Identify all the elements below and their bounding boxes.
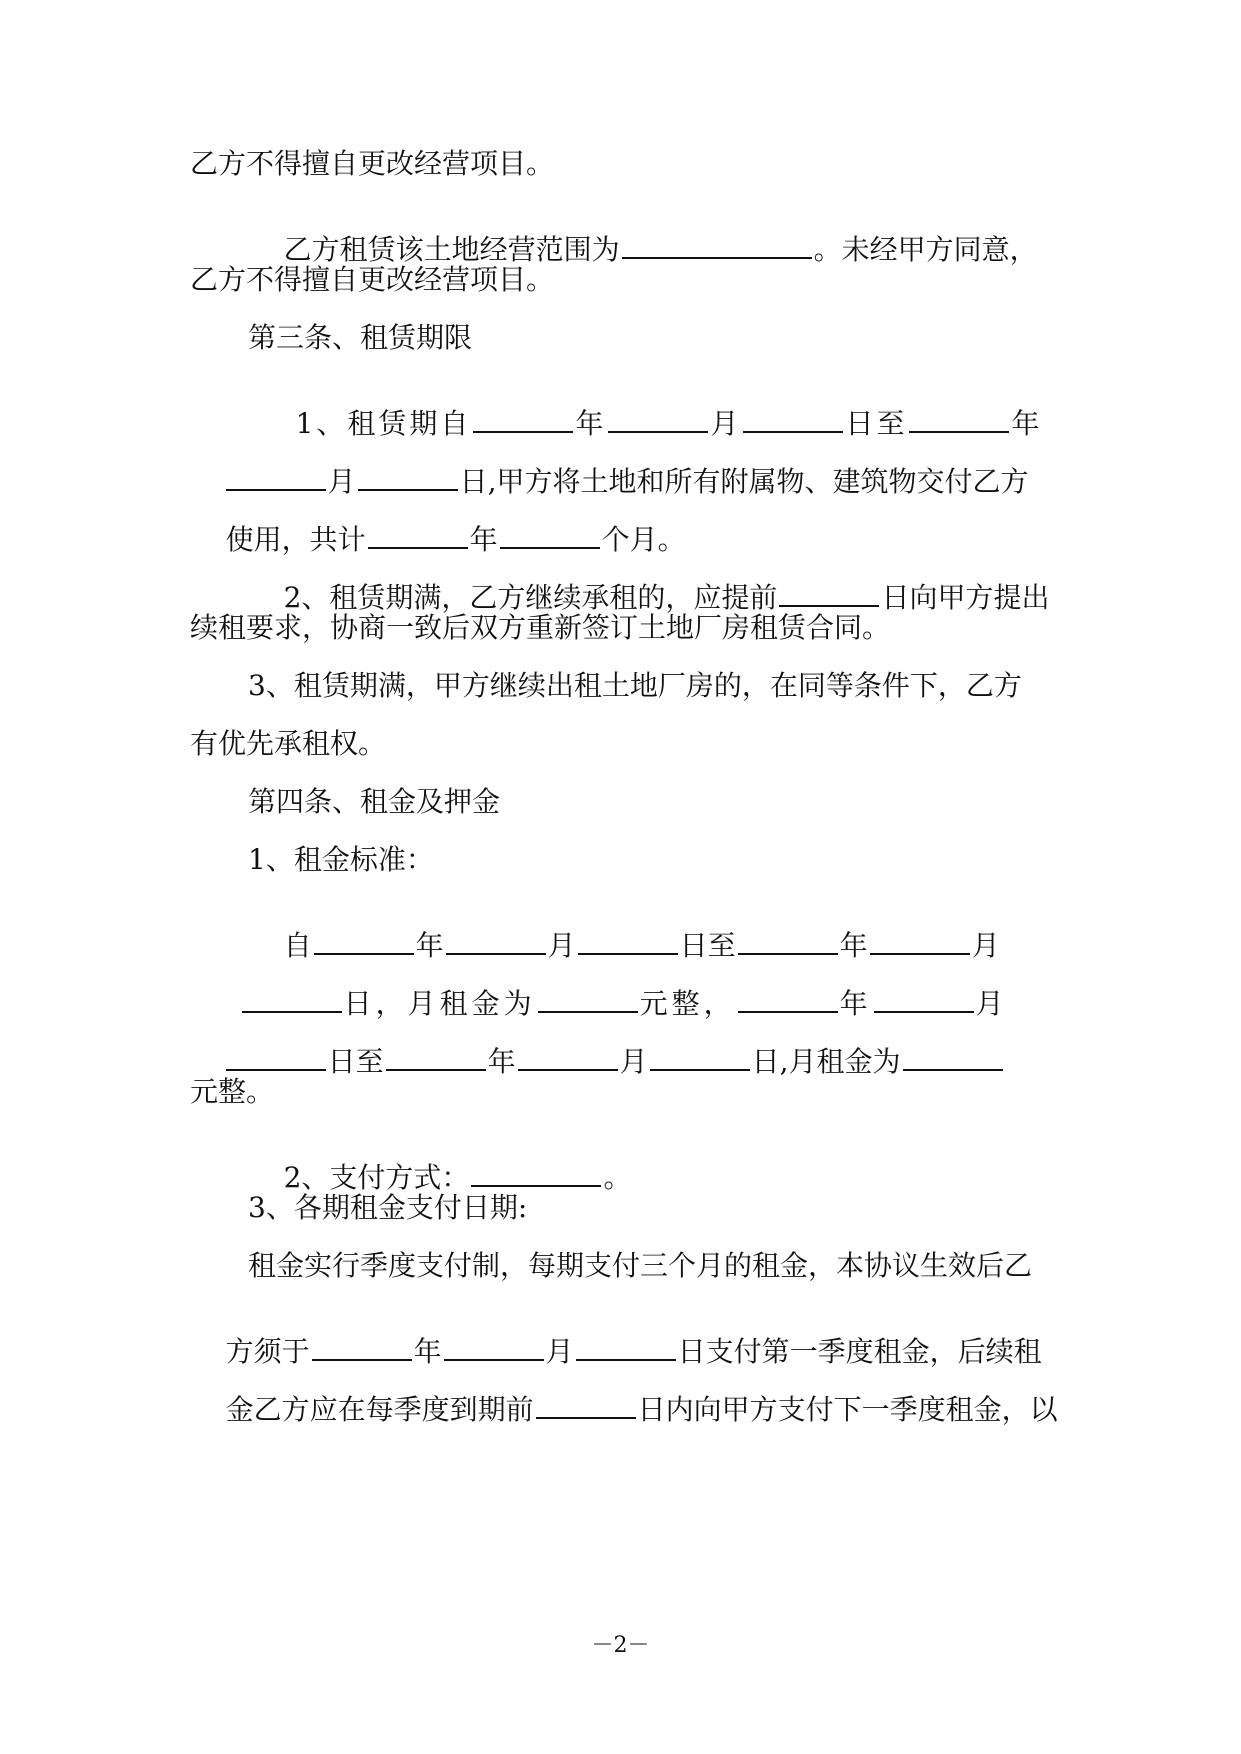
text-line: 乙方不得擅自更改经营项目。 [190,263,555,296]
blank-underline [368,546,468,549]
blank-underline [536,1416,636,1419]
blank-underline [650,1068,750,1071]
text-segment: 日向甲方提出 [881,581,1050,614]
text-segment: 2、支付方式： [283,1161,470,1194]
text-segment: 月 [547,929,576,962]
section-heading: 第三条、租赁期限 [248,321,473,354]
text-segment: 年 [487,1045,516,1078]
text-segment: 月 [545,1335,574,1368]
blank-underline [870,952,970,955]
blank-underline [242,1010,342,1013]
text-line: 元整。 [190,1075,275,1108]
text-segment: 元整， [639,987,736,1020]
blank-underline [500,546,600,549]
section-heading: 第四条、租金及押金 [248,785,501,818]
text-segment: 日至 [327,1045,384,1078]
text-segment: 乙方租赁该土地经营范围为 [283,233,620,266]
text-segment: 。未经甲方同意， [813,233,1038,266]
blank-underline [779,604,879,607]
blank-underline [903,1068,1003,1071]
text-line: 3、各期租金支付日期: [248,1191,528,1224]
text-line: 续租要求，协商一致后双方重新签订土地厂房租赁合同。 [190,611,891,644]
blank-underline [226,488,326,491]
blank-underline [622,256,812,259]
blank-underline [312,1358,412,1361]
blank-underline [576,1358,676,1361]
text-segment: 自 [283,929,312,962]
blank-underline [518,1068,618,1071]
text-segment: 2、租赁期满，乙方继续承租的，应提前 [283,581,778,614]
text-line: 乙方不得擅自更改经营项目。 [190,147,555,180]
text-segment: 日支付第一季度租金，后续租 [677,1335,1042,1368]
text-segment: 日,甲方将土地和所有附属物、建筑物交付乙方 [459,465,1029,498]
text-segment: 日至 [679,929,736,962]
text-segment: 方须于 [225,1335,310,1368]
blank-underline [314,952,414,955]
blank-underline [473,430,573,433]
text-segment: 1、租赁期自 [295,407,472,440]
blank-underline [444,1358,544,1361]
text-segment: 月 [327,465,356,498]
blank-underline [738,1010,838,1013]
blank-underline [874,1010,974,1013]
blank-underline [358,488,458,491]
text-segment: 年 [469,523,498,556]
text-segment: 月 [619,1045,648,1078]
text-segment: 日至 [845,407,908,440]
text-segment: 年 [839,929,868,962]
text-segment: 月 [710,407,742,440]
blank-underline [226,1068,326,1071]
text-segment: 日，月租金为 [343,987,536,1020]
text-segment: 日,月租金为 [751,1045,901,1078]
blank-underline [538,1010,638,1013]
blank-underline [743,430,843,433]
text-line [190,1368,1058,1452]
blank-underline [738,952,838,955]
blank-underline [608,430,708,433]
text-segment: 个月。 [601,523,686,556]
blank-underline [578,952,678,955]
blank-underline [471,1184,601,1187]
text-segment: 月 [971,929,1000,962]
text-segment: 年 [413,1335,442,1368]
text-line: 1、租金标准： [248,843,434,876]
text-segment: 月 [975,987,1008,1020]
blank-underline [446,952,546,955]
text-line: 3、租赁期满，甲方继续出租土地厂房的，在同等条件下，乙方 [248,669,1022,702]
text-segment: 。 [603,1161,632,1194]
text-segment: 金乙方应在每季度到期前 [225,1393,534,1426]
blank-underline [909,430,1009,433]
text-line: 有优先承租权。 [190,727,387,760]
text-segment: 年 [839,987,872,1020]
text-line: 租金实行季度支付制，每期支付三个月的租金，本协议生效后乙 [248,1249,1033,1282]
text-segment: 使用，共计 [225,523,366,556]
text-segment: 日内向甲方支付下一季度租金，以 [637,1393,1058,1426]
text-segment: 年 [415,929,444,962]
text-segment: 年 [1011,407,1043,440]
text-segment: 年 [575,407,607,440]
page-number: －2－ [591,1633,650,1658]
blank-underline [386,1068,486,1071]
text-line [190,1020,1005,1108]
